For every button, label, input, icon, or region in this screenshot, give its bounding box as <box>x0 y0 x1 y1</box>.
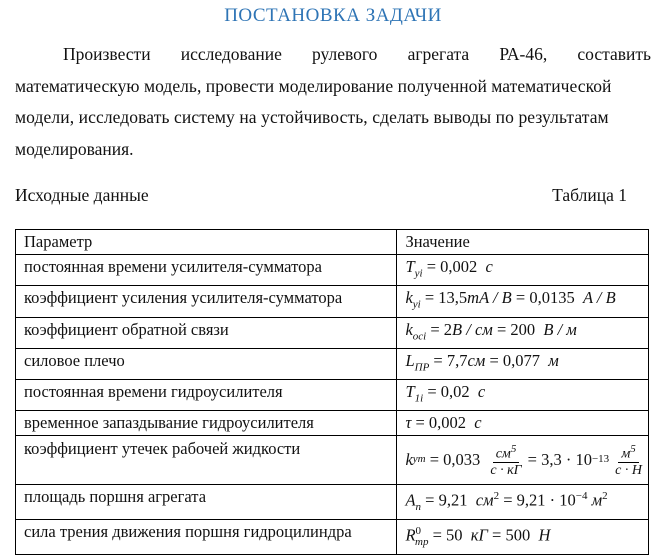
param-cell: сила трения движения поршня гидроцилиндра <box>16 520 397 555</box>
word: РА-46, <box>499 44 548 64</box>
value-cell: $k_{yi} = 13,5mA / B = 0,0135$ A / B <box>397 286 649 317</box>
table-row <box>16 348 649 379</box>
source-data-table <box>15 229 649 555</box>
caption-left: Исходные данные <box>15 185 149 205</box>
param-cell: коэффициент обратной связи <box>16 317 397 348</box>
word: агрегата <box>407 44 470 64</box>
table-row <box>16 411 649 436</box>
table-caption <box>15 185 627 206</box>
table-row <box>16 520 649 555</box>
word: рулевого <box>312 44 378 64</box>
table-header-row <box>16 230 649 255</box>
value-cell: $R^0_{тр} = 50$ кГ = 500 Н <box>397 520 649 555</box>
table-row <box>16 380 649 411</box>
header-parameter: Параметр <box>16 230 397 255</box>
task-paragraph <box>15 39 651 165</box>
paragraph-line-3: модели, исследовать систему на устойчивость, сделать выводы по результатам <box>15 107 609 127</box>
page-title: ПОСТАНОВКА ЗАДАЧИ <box>224 5 442 26</box>
param-cell: постоянная времени усилителя-сумматора <box>16 255 397 286</box>
value-cell: k ут = 0,033 $\frac{см^5}{с \cdot кГ}$ = 3,3 · 10 −13 $\frac{м^5}{с \cdot Н}$ <box>397 436 649 485</box>
param-cell: коэффициент усиления усилителя-сумматора <box>16 286 397 317</box>
header-value: Значение <box>397 230 649 255</box>
table-row <box>16 485 649 520</box>
word: составить <box>577 44 651 64</box>
param-cell: площадь поршня агрегата <box>16 485 397 520</box>
table-row <box>16 317 649 348</box>
param-cell: коэффициент утечек рабочей жидкости <box>16 436 397 485</box>
param-cell: постоянная времени гидроусилителя <box>16 380 397 411</box>
value-cell: τ = 0,002 c <box>397 411 649 436</box>
caption-right: Таблица 1 <box>552 185 627 205</box>
paragraph-line-1 <box>15 39 651 71</box>
value-cell: $T_{1i} = 0,02$ c <box>397 380 649 411</box>
param-cell: силовое плечо <box>16 348 397 379</box>
table-row <box>16 255 649 286</box>
paragraph-line-4: моделирования. <box>15 138 134 159</box>
param-cell: временное запаздывание гидроусилителя <box>16 411 397 436</box>
word: Произвести <box>63 44 151 64</box>
table-row <box>16 436 649 485</box>
value-cell: $k_{oci} = 2B$ / см = 200 B / м <box>397 317 649 348</box>
table-row <box>16 286 649 317</box>
word: исследование <box>180 44 282 64</box>
value-cell: $L_{ПР} = 7,7см = 0,077$ м <box>397 348 649 379</box>
value-cell: $T_{yi} = 0,002$ c <box>397 255 649 286</box>
paragraph-line-2: математическую модель, провести моделирование полученной математической <box>15 75 612 96</box>
value-cell: $A_n = 9,21$ $см^2 = 9,21 \cdot 10^{-4}$ $м^2$ <box>397 485 649 520</box>
